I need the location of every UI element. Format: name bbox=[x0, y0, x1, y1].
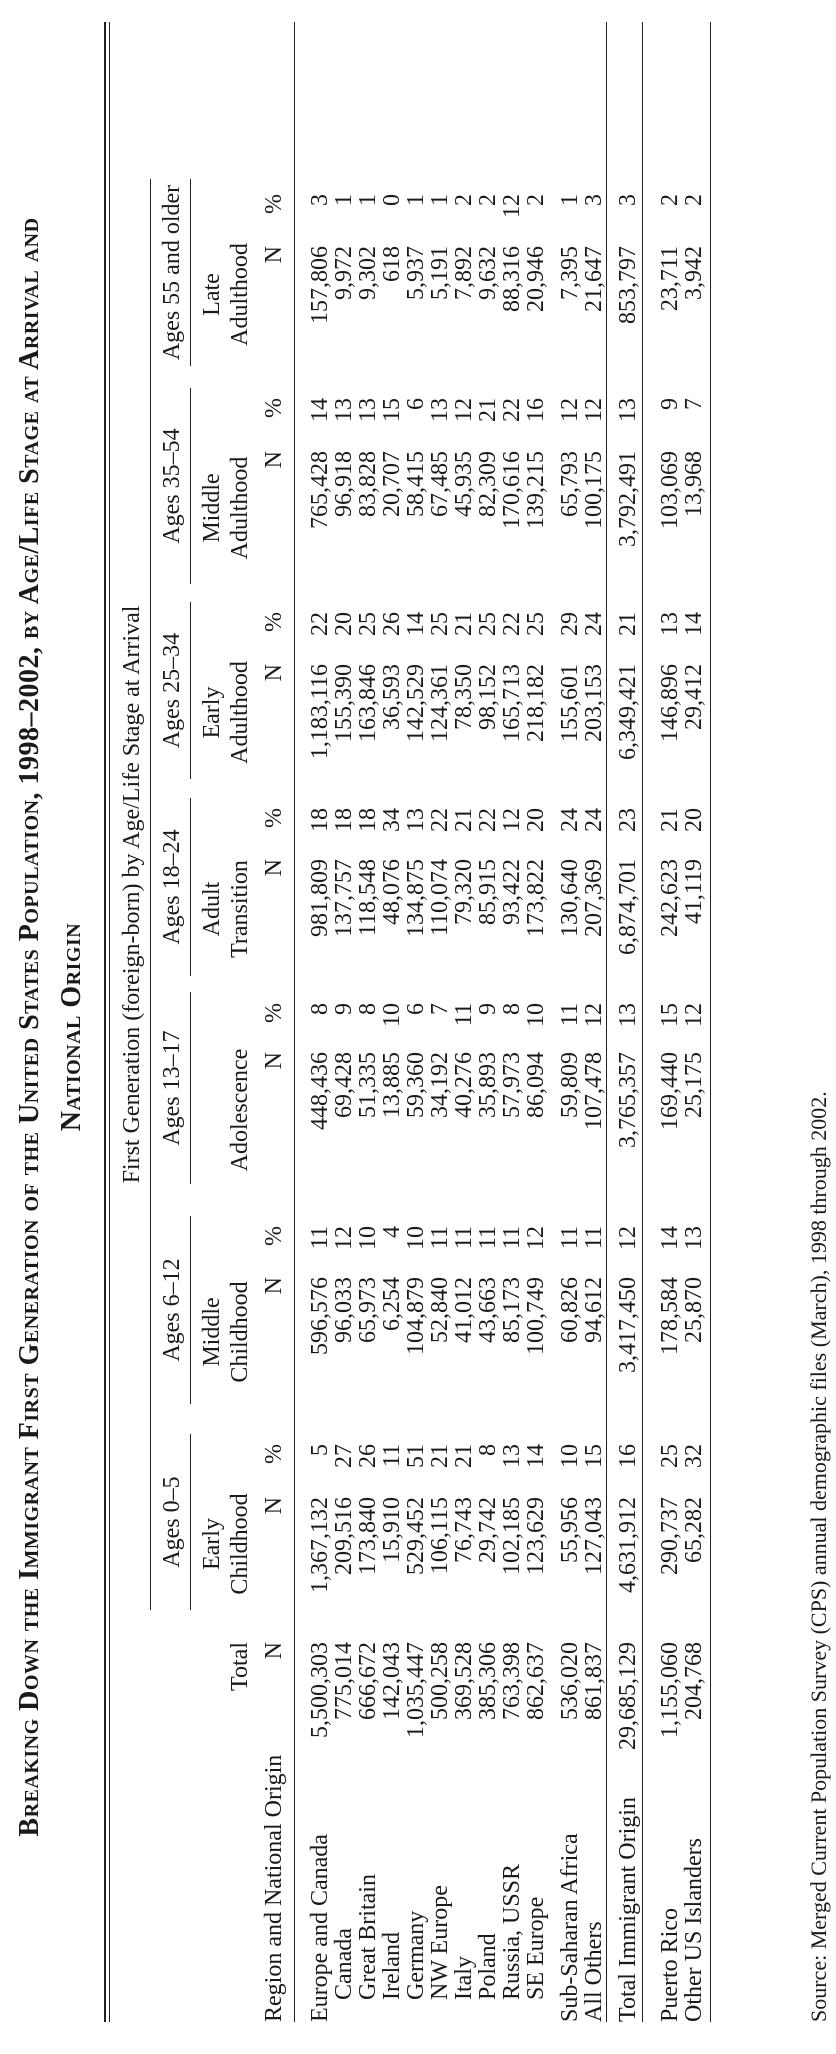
life-stage-header-line2: Adulthood bbox=[227, 661, 253, 764]
total-cell: 385,306 bbox=[475, 1642, 501, 1720]
pct-cell: 26 bbox=[379, 612, 405, 636]
pct-cell: 3 bbox=[307, 194, 333, 206]
n-cell: 3,792,491 bbox=[615, 451, 641, 547]
pct-cell: 20 bbox=[523, 808, 549, 832]
pct-cell: 18 bbox=[307, 808, 333, 832]
n-cell: 6,349,421 bbox=[615, 664, 641, 760]
pct-cell: 27 bbox=[331, 1444, 357, 1468]
n-cell: 79,320 bbox=[451, 859, 477, 925]
total-cell: 29,685,129 bbox=[615, 1642, 641, 1750]
n-cell: 7,395 bbox=[557, 246, 583, 300]
n-cell: 163,846 bbox=[355, 664, 381, 742]
pct-cell: 11 bbox=[451, 1003, 477, 1027]
n-cell: 51,335 bbox=[355, 1052, 381, 1118]
total-cell: 861,837 bbox=[581, 1642, 607, 1720]
n-cell: 203,153 bbox=[581, 664, 607, 742]
pct-cell: 10 bbox=[403, 1226, 429, 1250]
n-cell: 21,647 bbox=[581, 246, 607, 312]
row-label: Ireland bbox=[379, 1932, 405, 2000]
n-cell: 5,937 bbox=[403, 246, 429, 300]
pct-cell: 21 bbox=[475, 398, 501, 422]
n-cell: 118,548 bbox=[355, 859, 381, 937]
n-cell: 13,885 bbox=[379, 1052, 405, 1118]
n-cell: 103,069 bbox=[657, 451, 683, 529]
n-cell: 529,452 bbox=[403, 1497, 429, 1575]
row-label: Europe and Canada bbox=[307, 1834, 333, 2022]
column-header-total-n: N bbox=[261, 1642, 287, 1660]
pct-cell: 11 bbox=[557, 1226, 583, 1250]
n-cell: 35,893 bbox=[475, 1052, 501, 1118]
pct-cell: 9 bbox=[331, 1003, 357, 1015]
pct-cell: 21 bbox=[451, 1444, 477, 1468]
pct-cell: 1 bbox=[355, 194, 381, 206]
n-cell: 142,529 bbox=[403, 664, 429, 742]
pct-cell: 8 bbox=[355, 1003, 381, 1015]
pct-cell: 1 bbox=[427, 194, 453, 206]
column-header-pct: % bbox=[261, 1003, 287, 1023]
n-cell: 9,972 bbox=[331, 246, 357, 300]
total-cell: 142,043 bbox=[379, 1642, 405, 1720]
column-header-n: N bbox=[261, 1052, 287, 1070]
pct-cell: 10 bbox=[523, 1003, 549, 1027]
n-cell: 139,215 bbox=[523, 451, 549, 529]
total-cell: 369,528 bbox=[451, 1642, 477, 1720]
n-cell: 853,797 bbox=[615, 246, 641, 324]
n-cell: 9,302 bbox=[355, 246, 381, 300]
pct-cell: 25 bbox=[355, 612, 381, 636]
life-stage-header-line2: Transition bbox=[227, 860, 253, 958]
n-cell: 124,361 bbox=[427, 664, 453, 742]
n-cell: 100,175 bbox=[581, 451, 607, 529]
n-cell: 3,765,357 bbox=[615, 1052, 641, 1148]
life-stage-header-line1: Early bbox=[199, 1518, 225, 1570]
n-cell: 94,612 bbox=[581, 1277, 607, 1343]
pct-cell: 1 bbox=[403, 194, 429, 206]
pct-cell: 21 bbox=[657, 808, 683, 832]
pct-cell: 13 bbox=[657, 612, 683, 636]
age-group-header: Ages 13–17 bbox=[159, 1030, 185, 1146]
total-cell: 1,035,447 bbox=[403, 1642, 429, 1738]
pct-cell: 11 bbox=[307, 1226, 333, 1250]
n-cell: 596,576 bbox=[307, 1277, 333, 1355]
column-header-total: Total bbox=[227, 1642, 253, 1691]
pct-cell: 22 bbox=[307, 612, 333, 636]
pct-cell: 14 bbox=[403, 612, 429, 636]
pct-cell: 23 bbox=[615, 808, 641, 832]
pct-cell: 2 bbox=[475, 194, 501, 206]
pct-cell: 14 bbox=[307, 398, 333, 422]
n-cell: 106,115 bbox=[427, 1497, 453, 1575]
age-group-rule bbox=[190, 798, 191, 976]
pct-cell: 5 bbox=[307, 1444, 333, 1456]
life-stage-header-line1: Middle bbox=[199, 473, 225, 543]
total-cell: 862,637 bbox=[523, 1642, 549, 1720]
n-cell: 65,793 bbox=[557, 451, 583, 517]
top-rule bbox=[104, 22, 106, 2022]
pct-cell: 25 bbox=[657, 1444, 683, 1468]
pct-cell: 8 bbox=[499, 1003, 525, 1015]
pct-cell: 18 bbox=[331, 808, 357, 832]
pct-cell: 13 bbox=[499, 1444, 525, 1468]
age-group-header: Ages 18–24 bbox=[159, 829, 185, 945]
pct-cell: 3 bbox=[581, 194, 607, 206]
pct-cell: 7 bbox=[427, 1003, 453, 1015]
total-cell: 536,020 bbox=[557, 1642, 583, 1720]
n-cell: 96,918 bbox=[331, 451, 357, 517]
pct-cell: 8 bbox=[307, 1003, 333, 1015]
total-cell: 775,014 bbox=[331, 1642, 357, 1720]
row-label: Russia, USSR bbox=[499, 1863, 525, 2000]
pct-cell: 8 bbox=[475, 1444, 501, 1456]
total-cell: 204,768 bbox=[681, 1642, 707, 1720]
age-group-header: Ages 6–12 bbox=[159, 1258, 185, 1362]
age-group-header: Ages 55 and older bbox=[159, 184, 185, 361]
n-cell: 110,074 bbox=[427, 859, 453, 937]
n-cell: 41,119 bbox=[681, 859, 707, 925]
row-label: All Others bbox=[581, 1921, 607, 2022]
n-cell: 36,593 bbox=[379, 664, 405, 730]
n-cell: 59,360 bbox=[403, 1052, 429, 1118]
n-cell: 290,737 bbox=[657, 1497, 683, 1575]
age-group-header: Ages 35–54 bbox=[159, 428, 185, 544]
column-header-pct: % bbox=[261, 1444, 287, 1464]
n-cell: 173,840 bbox=[355, 1497, 381, 1575]
n-cell: 123,629 bbox=[523, 1497, 549, 1575]
n-cell: 23,711 bbox=[657, 246, 683, 312]
age-group-rule bbox=[190, 602, 191, 779]
pct-cell: 4 bbox=[379, 1226, 405, 1238]
life-stage-header-line2: Adulthood bbox=[227, 456, 253, 560]
age-group-rule bbox=[190, 1434, 191, 1610]
pct-cell: 21 bbox=[451, 612, 477, 636]
n-cell: 76,743 bbox=[451, 1497, 477, 1563]
n-cell: 20,946 bbox=[523, 246, 549, 312]
pct-cell: 13 bbox=[681, 1226, 707, 1250]
n-cell: 52,840 bbox=[427, 1277, 453, 1343]
column-header-pct: % bbox=[261, 612, 287, 632]
total-cell: 5,500,303 bbox=[307, 1642, 333, 1738]
n-cell: 146,896 bbox=[657, 664, 683, 742]
source-note: Source: Merged Current Population Survey (CPS) annual demographic files (March), 1998 through 2002. bbox=[806, 1091, 831, 2022]
pct-cell: 22 bbox=[499, 398, 525, 422]
total-cell: 1,155,060 bbox=[657, 1642, 683, 1738]
row-label: Great Britain bbox=[355, 1874, 381, 2000]
n-cell: 104,879 bbox=[403, 1277, 429, 1355]
pct-cell: 11 bbox=[557, 1003, 583, 1027]
pct-cell: 14 bbox=[681, 612, 707, 636]
age-group-rule bbox=[190, 179, 191, 366]
column-header-n: N bbox=[261, 859, 287, 877]
n-cell: 67,485 bbox=[427, 451, 453, 517]
n-cell: 86,094 bbox=[523, 1052, 549, 1118]
n-cell: 155,601 bbox=[557, 664, 583, 742]
n-cell: 173,822 bbox=[523, 859, 549, 937]
pct-cell: 11 bbox=[451, 1226, 477, 1250]
n-cell: 5,191 bbox=[427, 246, 453, 300]
n-cell: 9,632 bbox=[475, 246, 501, 300]
n-cell: 43,663 bbox=[475, 1277, 501, 1343]
total-cell: 500,258 bbox=[427, 1642, 453, 1720]
section-rule bbox=[642, 22, 643, 2022]
n-cell: 98,152 bbox=[475, 664, 501, 730]
n-cell: 137,757 bbox=[331, 859, 357, 937]
n-cell: 618 bbox=[379, 246, 405, 282]
pct-cell: 7 bbox=[681, 398, 707, 410]
pct-cell: 2 bbox=[657, 194, 683, 206]
n-cell: 29,412 bbox=[681, 664, 707, 730]
life-stage-header-line1: Middle bbox=[199, 1297, 225, 1367]
pct-cell: 6 bbox=[403, 1003, 429, 1015]
n-cell: 7,892 bbox=[451, 246, 477, 300]
n-cell: 169,440 bbox=[657, 1052, 683, 1130]
super-header: First Generation (foreign-born) by Age/Life Stage at Arrival bbox=[119, 605, 145, 1184]
age-group-rule bbox=[190, 1216, 191, 1404]
n-cell: 165,713 bbox=[499, 664, 525, 742]
n-cell: 170,616 bbox=[499, 451, 525, 529]
pct-cell: 21 bbox=[451, 808, 477, 832]
pct-cell: 14 bbox=[657, 1226, 683, 1250]
n-cell: 55,956 bbox=[557, 1497, 583, 1563]
super-header-rule bbox=[150, 179, 151, 1610]
pct-cell: 0 bbox=[379, 194, 405, 206]
pct-cell: 3 bbox=[615, 194, 641, 206]
pct-cell: 11 bbox=[581, 1226, 607, 1250]
n-cell: 25,870 bbox=[681, 1277, 707, 1343]
pct-cell: 12 bbox=[523, 1226, 549, 1250]
pct-cell: 12 bbox=[451, 398, 477, 422]
pct-cell: 11 bbox=[379, 1444, 405, 1468]
n-cell: 155,390 bbox=[331, 664, 357, 742]
n-cell: 57,973 bbox=[499, 1052, 525, 1118]
n-cell: 88,316 bbox=[499, 246, 525, 312]
pct-cell: 22 bbox=[475, 808, 501, 832]
pct-cell: 12 bbox=[557, 398, 583, 422]
pct-cell: 13 bbox=[427, 398, 453, 422]
n-cell: 448,436 bbox=[307, 1052, 333, 1130]
row-label: Poland bbox=[475, 1933, 501, 2000]
row-label: NW Europe bbox=[427, 1885, 453, 2000]
pct-cell: 9 bbox=[657, 398, 683, 410]
column-header-pct: % bbox=[261, 1226, 287, 1246]
n-cell: 130,640 bbox=[557, 859, 583, 937]
column-header-n: N bbox=[261, 664, 287, 682]
pct-cell: 12 bbox=[331, 1226, 357, 1250]
pct-cell: 25 bbox=[475, 612, 501, 636]
pct-cell: 29 bbox=[557, 612, 583, 636]
n-cell: 981,809 bbox=[307, 859, 333, 937]
pct-cell: 11 bbox=[475, 1226, 501, 1250]
pct-cell: 26 bbox=[355, 1444, 381, 1468]
pct-cell: 12 bbox=[581, 1003, 607, 1027]
pct-cell: 1 bbox=[557, 194, 583, 206]
pct-cell: 10 bbox=[557, 1444, 583, 1468]
pct-cell: 2 bbox=[523, 194, 549, 206]
n-cell: 85,915 bbox=[475, 859, 501, 925]
pct-cell: 21 bbox=[427, 1444, 453, 1468]
n-cell: 765,428 bbox=[307, 451, 333, 529]
pct-cell: 11 bbox=[499, 1226, 525, 1250]
n-cell: 127,043 bbox=[581, 1497, 607, 1575]
n-cell: 3,942 bbox=[681, 246, 707, 300]
pct-cell: 20 bbox=[331, 612, 357, 636]
n-cell: 34,192 bbox=[427, 1052, 453, 1118]
n-cell: 45,935 bbox=[451, 451, 477, 517]
pct-cell: 32 bbox=[681, 1444, 707, 1468]
column-header-n: N bbox=[261, 1277, 287, 1295]
n-cell: 218,182 bbox=[523, 664, 549, 742]
n-cell: 69,428 bbox=[331, 1052, 357, 1118]
column-header-region: Region and National Origin bbox=[261, 1754, 287, 2022]
column-header-pct: % bbox=[261, 194, 287, 214]
pct-cell: 11 bbox=[427, 1226, 453, 1250]
row-label: Italy bbox=[451, 1956, 477, 2000]
row-label: SE Europe bbox=[523, 1896, 549, 2000]
n-cell: 100,749 bbox=[523, 1277, 549, 1355]
pct-cell: 25 bbox=[427, 612, 453, 636]
pct-cell: 13 bbox=[355, 398, 381, 422]
n-cell: 59,809 bbox=[557, 1052, 583, 1118]
n-cell: 20,707 bbox=[379, 451, 405, 517]
column-header-n: N bbox=[261, 1497, 287, 1515]
life-stage-header-line2: Adulthood bbox=[227, 243, 253, 346]
life-stage-header-line1: Adult bbox=[199, 881, 225, 937]
column-header-n: N bbox=[261, 246, 287, 264]
age-group-rule bbox=[190, 388, 191, 584]
pct-cell: 13 bbox=[615, 1003, 641, 1027]
section-rule bbox=[606, 22, 607, 2022]
pct-cell: 14 bbox=[523, 1444, 549, 1468]
pct-cell: 9 bbox=[475, 1003, 501, 1015]
n-cell: 178,584 bbox=[657, 1277, 683, 1355]
n-cell: 102,185 bbox=[499, 1497, 525, 1575]
total-cell: 666,672 bbox=[355, 1642, 381, 1720]
pct-cell: 13 bbox=[615, 398, 641, 422]
n-cell: 96,033 bbox=[331, 1277, 357, 1343]
column-header-pct: % bbox=[261, 808, 287, 828]
row-label: Total Immigrant Origin bbox=[615, 1797, 641, 2022]
pct-cell: 16 bbox=[615, 1444, 641, 1468]
pct-cell: 22 bbox=[427, 808, 453, 832]
pct-cell: 16 bbox=[523, 398, 549, 422]
pct-cell: 21 bbox=[615, 612, 641, 636]
n-cell: 157,806 bbox=[307, 246, 333, 324]
row-label: Germany bbox=[403, 1910, 429, 2000]
age-group-header: Ages 0–5 bbox=[159, 1476, 185, 1568]
n-cell: 60,826 bbox=[557, 1277, 583, 1343]
n-cell: 93,422 bbox=[499, 859, 525, 925]
pct-cell: 24 bbox=[581, 808, 607, 832]
life-stage-header-line1: Early bbox=[199, 686, 225, 739]
n-cell: 15,910 bbox=[379, 1497, 405, 1563]
pct-cell: 13 bbox=[403, 808, 429, 832]
pct-cell: 6 bbox=[403, 398, 429, 410]
pct-cell: 15 bbox=[379, 398, 405, 422]
row-label: Puerto Rico bbox=[657, 1908, 683, 2022]
pct-cell: 24 bbox=[557, 808, 583, 832]
pct-cell: 12 bbox=[499, 194, 525, 218]
n-cell: 3,417,450 bbox=[615, 1277, 641, 1373]
n-cell: 107,478 bbox=[581, 1052, 607, 1130]
n-cell: 242,623 bbox=[657, 859, 683, 937]
table-title: Breaking Down the Immigrant First Generation of the United States Population, 1998–2002, by Age/Life Stage at Arrival and bbox=[14, 217, 45, 1837]
n-cell: 40,276 bbox=[451, 1052, 477, 1118]
pct-cell: 12 bbox=[499, 808, 525, 832]
n-cell: 78,350 bbox=[451, 664, 477, 730]
age-group-rule bbox=[190, 992, 191, 1184]
row-label: Other US Islanders bbox=[681, 1838, 707, 2022]
row-label: Sub-Saharan Africa bbox=[557, 1833, 583, 2022]
pct-cell: 12 bbox=[681, 1003, 707, 1027]
column-header-pct: % bbox=[261, 398, 287, 418]
column-header-n: N bbox=[261, 451, 287, 469]
n-cell: 48,076 bbox=[379, 859, 405, 925]
n-cell: 134,875 bbox=[403, 859, 429, 937]
n-cell: 209,516 bbox=[331, 1497, 357, 1575]
life-stage-header-line2: Childhood bbox=[227, 1281, 253, 1383]
n-cell: 83,828 bbox=[355, 451, 381, 517]
n-cell: 58,415 bbox=[403, 451, 429, 517]
pct-cell: 13 bbox=[331, 398, 357, 422]
header-rule bbox=[294, 22, 295, 2022]
n-cell: 29,742 bbox=[475, 1497, 501, 1563]
n-cell: 1,367,132 bbox=[307, 1497, 333, 1593]
pct-cell: 51 bbox=[403, 1444, 429, 1468]
n-cell: 6,874,701 bbox=[615, 859, 641, 955]
pct-cell: 10 bbox=[355, 1226, 381, 1250]
pct-cell: 2 bbox=[681, 194, 707, 206]
pct-cell: 22 bbox=[499, 612, 525, 636]
pct-cell: 34 bbox=[379, 808, 405, 832]
n-cell: 6,254 bbox=[379, 1277, 405, 1331]
row-label: Canada bbox=[331, 1928, 357, 2000]
total-cell: 763,398 bbox=[499, 1642, 525, 1720]
n-cell: 85,173 bbox=[499, 1277, 525, 1343]
pct-cell: 18 bbox=[355, 808, 381, 832]
life-stage-header-line2: Childhood bbox=[227, 1493, 253, 1595]
pct-cell: 10 bbox=[379, 1003, 405, 1027]
pct-cell: 2 bbox=[451, 194, 477, 206]
pct-cell: 25 bbox=[523, 612, 549, 636]
pct-cell: 15 bbox=[657, 1003, 683, 1027]
n-cell: 13,968 bbox=[681, 451, 707, 517]
top-rule-inner bbox=[109, 22, 110, 2022]
table-title-continued: National Origin bbox=[56, 922, 87, 1132]
life-stage-header-line1: Late bbox=[199, 273, 225, 316]
n-cell: 82,309 bbox=[475, 451, 501, 517]
pct-cell: 20 bbox=[681, 808, 707, 832]
pct-cell: 12 bbox=[581, 398, 607, 422]
bottom-rule bbox=[710, 22, 711, 2022]
n-cell: 41,012 bbox=[451, 1277, 477, 1343]
n-cell: 4,631,912 bbox=[615, 1497, 641, 1593]
pct-cell: 24 bbox=[581, 612, 607, 636]
n-cell: 207,369 bbox=[581, 859, 607, 937]
n-cell: 25,175 bbox=[681, 1052, 707, 1118]
age-group-header: Ages 25–34 bbox=[159, 632, 185, 749]
pct-cell: 12 bbox=[615, 1226, 641, 1250]
n-cell: 1,183,116 bbox=[307, 664, 333, 760]
n-cell: 65,973 bbox=[355, 1277, 381, 1343]
n-cell: 65,282 bbox=[681, 1497, 707, 1563]
life-stage-header-line2: Adolescence bbox=[227, 1048, 253, 1172]
pct-cell: 15 bbox=[581, 1444, 607, 1468]
pct-cell: 1 bbox=[331, 194, 357, 206]
